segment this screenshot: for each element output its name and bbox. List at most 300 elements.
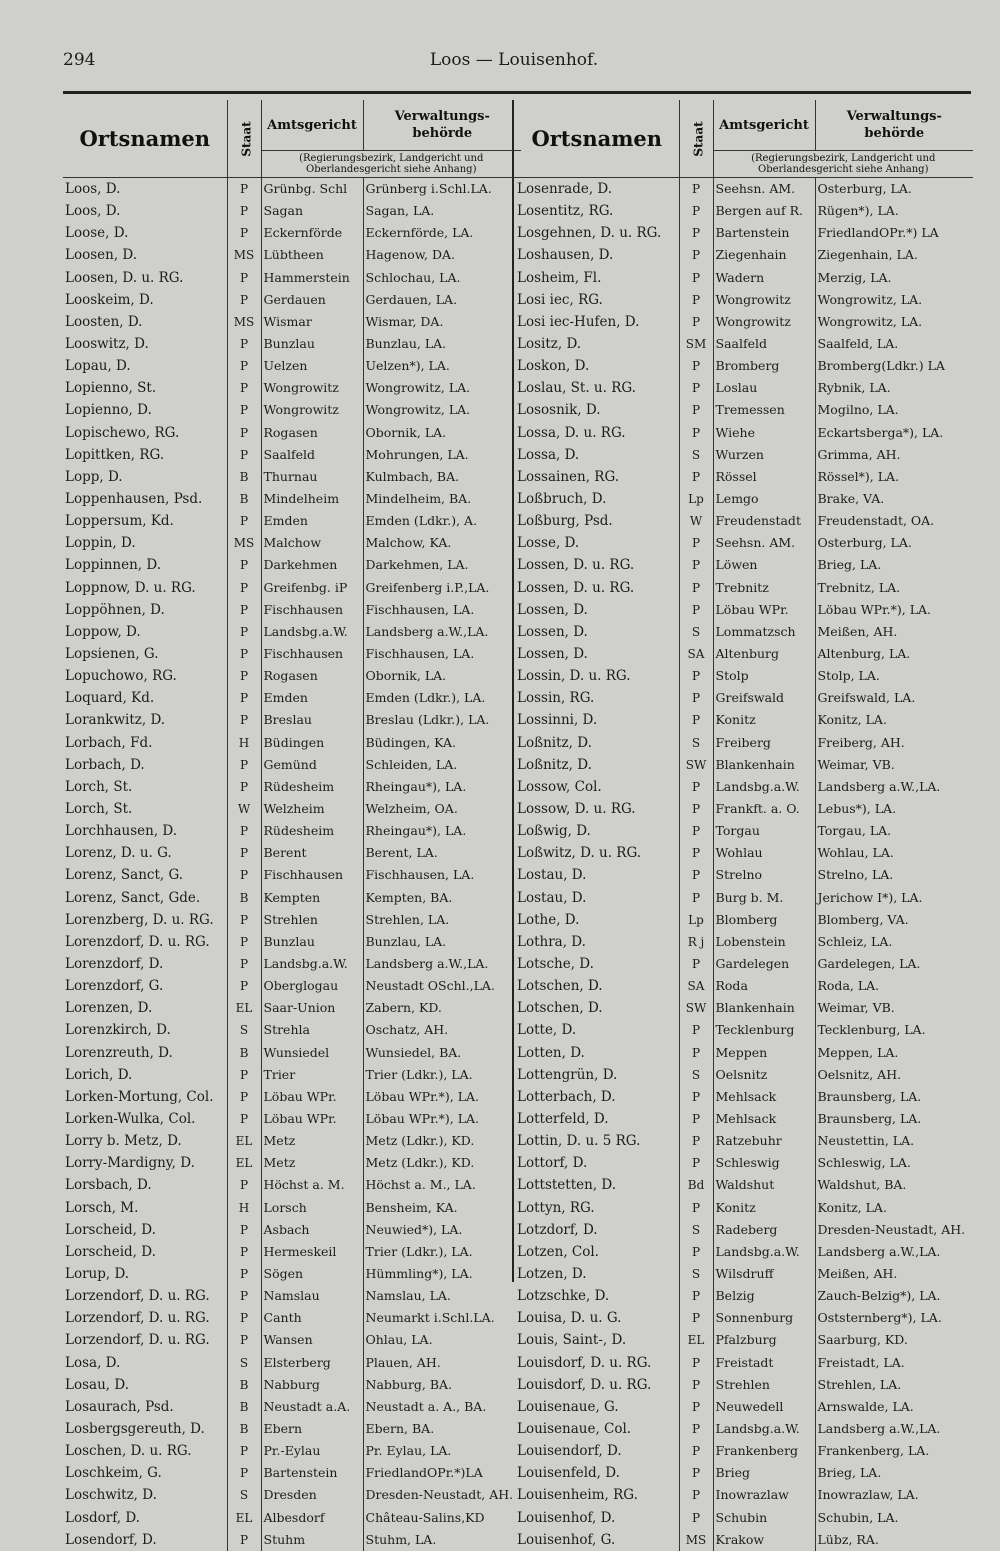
left-gazetteer-table <box>63 100 521 1551</box>
place-name: Lorzendorf, D. u. RG. <box>65 1332 210 1349</box>
table-row <box>63 1086 521 1108</box>
state-code: P <box>227 842 261 864</box>
admin-authority: Bensheim, KA. <box>363 1196 521 1218</box>
table-row <box>63 842 521 864</box>
state-code: P <box>679 1241 713 1263</box>
state-code: Lp <box>679 488 713 510</box>
admin-authority: Landsberg a.W.,LA. <box>363 953 521 975</box>
district-court: Malchow <box>261 532 363 554</box>
district-court: Wongrowitz <box>261 377 363 399</box>
district-court: Wismar <box>261 311 363 333</box>
place-name: Losaurach, Psd. <box>65 1398 174 1415</box>
admin-authority: Rössel*), LA. <box>815 466 973 488</box>
district-court: Strelno <box>713 864 815 886</box>
state-code: EL <box>227 1506 261 1528</box>
place-name: Loßnitz, D. <box>517 734 592 751</box>
admin-authority: Wismar, DA. <box>363 311 521 333</box>
place-name: Loschkeim, G. <box>65 1465 162 1482</box>
district-court: Canth <box>261 1307 363 1329</box>
admin-authority: Freiberg, AH. <box>815 732 973 754</box>
place-name: Lotzen, Col. <box>517 1243 599 1260</box>
place-name: Lopittken, RG. <box>65 446 165 463</box>
state-code: B <box>227 1041 261 1063</box>
place-name: Lorscheid, D. <box>65 1243 156 1260</box>
state-code: P <box>679 887 713 909</box>
admin-authority: Höchst a. M., LA. <box>363 1174 521 1196</box>
admin-authority: Braunsberg, LA. <box>815 1108 973 1130</box>
state-code: P <box>679 1285 713 1307</box>
table-row <box>63 709 521 731</box>
admin-authority: Bromberg(Ldkr.) LA <box>815 355 973 377</box>
state-code: P <box>679 466 713 488</box>
state-code: P <box>227 1285 261 1307</box>
place-name: Lorenz, Sanct, Gde. <box>65 889 201 906</box>
district-court: Emden <box>261 510 363 532</box>
admin-authority: Wongrowitz, LA. <box>363 399 521 421</box>
col-header-state: Staat <box>227 100 261 178</box>
place-name: Lorry b. Metz, D. <box>65 1133 182 1150</box>
place-name: Lorup, D. <box>65 1265 130 1282</box>
table-row <box>515 244 973 266</box>
admin-authority: Zabern, KD. <box>363 997 521 1019</box>
admin-authority: Namslau, LA. <box>363 1285 521 1307</box>
place-name: Lossa, D. u. RG. <box>517 424 626 441</box>
state-code: P <box>227 422 261 444</box>
district-court: Landsbg.a.W. <box>713 1418 815 1440</box>
district-court: Strehla <box>261 1019 363 1041</box>
district-court: Strehlen <box>713 1374 815 1396</box>
district-court: Bartenstein <box>261 1462 363 1484</box>
col-header-place: Ortsnamen <box>515 100 679 178</box>
place-name: Lorsch, M. <box>65 1199 139 1216</box>
place-name: Lorenzreuth, D. <box>65 1044 173 1061</box>
admin-authority: Schubin, LA. <box>815 1506 973 1528</box>
state-code: P <box>679 1130 713 1152</box>
place-name: Lorich, D. <box>65 1066 133 1083</box>
state-code: SW <box>679 754 713 776</box>
district-court: Greifenbg. iP <box>261 577 363 599</box>
table-row <box>63 599 521 621</box>
district-court: Welzheim <box>261 798 363 820</box>
state-code: P <box>679 554 713 576</box>
state-code: P <box>227 178 261 201</box>
admin-authority: Wongrowitz, LA. <box>815 311 973 333</box>
place-name: Lotzschke, D. <box>517 1288 610 1305</box>
district-court: Rogasen <box>261 665 363 687</box>
left-column-table-wrap <box>63 100 521 1548</box>
place-name: Looskeim, D. <box>65 291 154 308</box>
place-name: Lopp, D. <box>65 468 123 485</box>
admin-authority: Lübz, RA. <box>815 1529 973 1551</box>
table-row <box>63 200 521 222</box>
district-court: Albesdorf <box>261 1506 363 1528</box>
table-row <box>515 599 973 621</box>
place-name: Lossin, D. u. RG. <box>517 668 631 685</box>
state-code: P <box>679 599 713 621</box>
state-code: B <box>227 466 261 488</box>
table-row <box>63 1041 521 1063</box>
table-row <box>515 709 973 731</box>
state-code: P <box>679 178 713 201</box>
state-code: P <box>227 1064 261 1086</box>
district-court: Wongrowitz <box>261 399 363 421</box>
page-number: 294 <box>63 50 96 70</box>
admin-authority: Trier (Ldkr.), LA. <box>363 1241 521 1263</box>
table-row <box>515 975 973 997</box>
state-code: P <box>227 222 261 244</box>
district-court: Stolp <box>713 665 815 687</box>
admin-authority: Hagenow, DA. <box>363 244 521 266</box>
admin-authority: Konitz, LA. <box>815 709 973 731</box>
table-row <box>515 488 973 510</box>
district-court: Wohlau <box>713 842 815 864</box>
place-name: Lotte, D. <box>517 1022 577 1039</box>
admin-authority: Meppen, LA. <box>815 1041 973 1063</box>
state-code: P <box>227 864 261 886</box>
state-code: P <box>679 1418 713 1440</box>
table-row <box>63 798 521 820</box>
admin-authority: Merzig, LA. <box>815 267 973 289</box>
table-row <box>63 422 521 444</box>
admin-authority: Mogilno, LA. <box>815 399 973 421</box>
table-row <box>515 1041 973 1063</box>
place-name: Lopienno, D. <box>65 402 152 419</box>
district-court: Wongrowitz <box>713 311 815 333</box>
district-court: Breslau <box>261 709 363 731</box>
place-name: Louisenheim, RG. <box>517 1487 638 1504</box>
state-code: P <box>679 1484 713 1506</box>
col-header-note: (Regierungsbezirk, Landgericht und Oberlandesgericht siehe Anhang) <box>713 151 973 178</box>
state-code: P <box>679 709 713 731</box>
place-name: Lositz, D. <box>517 336 582 353</box>
district-court: Hermeskeil <box>261 1241 363 1263</box>
table-row <box>515 1263 973 1285</box>
table-row <box>515 532 973 554</box>
admin-authority: Metz (Ldkr.), KD. <box>363 1152 521 1174</box>
place-name: Losi iec, RG. <box>517 291 603 308</box>
state-code: P <box>679 864 713 886</box>
table-row <box>515 1019 973 1041</box>
left-table-body <box>63 178 521 1551</box>
place-name: Losse, D. <box>517 535 580 552</box>
running-title: Loos — Louisenhof. <box>429 50 599 70</box>
district-court: Uelzen <box>261 355 363 377</box>
admin-authority: Roda, LA. <box>815 975 973 997</box>
admin-authority: Strelno, LA. <box>815 864 973 886</box>
admin-authority: Uelzen*), LA. <box>363 355 521 377</box>
place-name: Loschwitz, D. <box>65 1487 157 1504</box>
district-court: Bunzlau <box>261 931 363 953</box>
state-code: S <box>679 621 713 643</box>
admin-authority: Trebnitz, LA. <box>815 577 973 599</box>
district-court: Rogasen <box>261 422 363 444</box>
district-court: Freiberg <box>713 732 815 754</box>
district-court: Meppen <box>713 1041 815 1063</box>
admin-authority: Rheingau*), LA. <box>363 820 521 842</box>
place-name: Lorken-Wulka, Col. <box>65 1110 196 1127</box>
table-row <box>515 1307 973 1329</box>
district-court: Emden <box>261 687 363 709</box>
place-name: Loosen, D. <box>65 247 138 264</box>
district-court: Sögen <box>261 1263 363 1285</box>
admin-authority: Weimar, VB. <box>815 754 973 776</box>
state-code: S <box>679 1064 713 1086</box>
place-name: Lorankwitz, D. <box>65 712 166 729</box>
state-code: P <box>679 687 713 709</box>
district-court: Gemünd <box>261 754 363 776</box>
district-court: Elsterberg <box>261 1351 363 1373</box>
state-code: P <box>227 687 261 709</box>
state-code: P <box>227 1329 261 1351</box>
state-code: P <box>679 267 713 289</box>
place-name: Lorry-Mardigny, D. <box>65 1155 195 1172</box>
state-code: P <box>227 1440 261 1462</box>
district-court: Lübtheen <box>261 244 363 266</box>
table-row <box>63 377 521 399</box>
state-code: P <box>227 399 261 421</box>
state-code: SM <box>679 333 713 355</box>
place-name: Lososnik, D. <box>517 402 601 419</box>
table-row <box>63 665 521 687</box>
admin-authority: Freudenstadt, OA. <box>815 510 973 532</box>
state-code: P <box>679 1152 713 1174</box>
place-name: Lossen, D. <box>517 623 588 640</box>
place-name: Lorenzdorf, D. <box>65 955 164 972</box>
admin-authority: Arnswalde, LA. <box>815 1396 973 1418</box>
district-court: Wansen <box>261 1329 363 1351</box>
state-code: P <box>679 1351 713 1373</box>
table-row <box>515 510 973 532</box>
place-name: Loppinnen, D. <box>65 557 161 574</box>
place-name: Loppow, D. <box>65 623 141 640</box>
place-name: Loose, D. <box>65 225 129 242</box>
right-gazetteer-table <box>515 100 973 1551</box>
table-row <box>63 267 521 289</box>
state-code: EL <box>679 1329 713 1351</box>
place-name: Loquard, Kd. <box>65 690 155 707</box>
district-court: Ebern <box>261 1418 363 1440</box>
state-code: P <box>227 377 261 399</box>
state-code: SA <box>679 643 713 665</box>
table-row <box>63 1064 521 1086</box>
table-row <box>515 422 973 444</box>
admin-authority: Rybnik, LA. <box>815 377 973 399</box>
district-court: Konitz <box>713 1196 815 1218</box>
table-row <box>63 554 521 576</box>
admin-authority: Osterburg, LA. <box>815 178 973 201</box>
place-name: Lossen, D. <box>517 601 588 618</box>
place-name: Lopsienen, G. <box>65 646 159 663</box>
state-code: P <box>227 643 261 665</box>
table-row <box>63 953 521 975</box>
place-name: Lotschen, D. <box>517 978 603 995</box>
table-row <box>63 931 521 953</box>
state-code: P <box>227 1307 261 1329</box>
table-row <box>515 665 973 687</box>
district-court: Asbach <box>261 1219 363 1241</box>
table-row <box>515 1174 973 1196</box>
table-row <box>515 200 973 222</box>
admin-authority: Neumarkt i.Schl.LA. <box>363 1307 521 1329</box>
admin-authority: Gardelegen, LA. <box>815 953 973 975</box>
district-court: Ratzebuhr <box>713 1130 815 1152</box>
admin-authority: Jerichow I*), LA. <box>815 887 973 909</box>
place-name: Loppöhnen, D. <box>65 601 165 618</box>
state-code: P <box>227 665 261 687</box>
place-name: Loßburg, Psd. <box>517 513 613 530</box>
state-code: P <box>679 1307 713 1329</box>
admin-authority: Inowrazlaw, LA. <box>815 1484 973 1506</box>
state-code: P <box>227 953 261 975</box>
place-name: Loppenhausen, Psd. <box>65 491 203 508</box>
state-code: P <box>227 1219 261 1241</box>
admin-authority: Strehlen, LA. <box>815 1374 973 1396</box>
table-row <box>515 798 973 820</box>
admin-authority: Torgau, LA. <box>815 820 973 842</box>
place-name: Lorbach, D. <box>65 756 145 773</box>
district-court: Schleswig <box>713 1152 815 1174</box>
district-court: Wongrowitz <box>713 289 815 311</box>
admin-authority: Metz (Ldkr.), KD. <box>363 1130 521 1152</box>
table-row <box>63 1307 521 1329</box>
place-name: Lottstetten, D. <box>517 1177 617 1194</box>
place-name: Losgehnen, D. u. RG. <box>517 225 662 242</box>
state-code: P <box>227 776 261 798</box>
place-name: Lopuchowo, RG. <box>65 668 177 685</box>
admin-authority: Rügen*), LA. <box>815 200 973 222</box>
state-code: P <box>679 776 713 798</box>
state-code: S <box>227 1351 261 1373</box>
place-name: Lorsbach, D. <box>65 1177 152 1194</box>
admin-authority: Tecklenburg, LA. <box>815 1019 973 1041</box>
state-code: MS <box>679 1529 713 1551</box>
table-row <box>515 399 973 421</box>
place-name: Lorzendorf, D. u. RG. <box>65 1288 210 1305</box>
admin-authority: Breslau (Ldkr.), LA. <box>363 709 521 731</box>
district-court: Rössel <box>713 466 815 488</box>
place-name: Losentitz, RG. <box>517 203 614 220</box>
place-name: Lorenzdorf, D. u. RG. <box>65 933 210 950</box>
district-court: Blankenhain <box>713 997 815 1019</box>
place-name: Loßbruch, D. <box>517 491 607 508</box>
place-name: Lottin, D. u. 5 RG. <box>517 1133 641 1150</box>
admin-authority: Löbau WPr.*), LA. <box>363 1086 521 1108</box>
table-row <box>63 820 521 842</box>
place-name: Losi iec-Hufen, D. <box>517 313 640 330</box>
admin-authority: Landsberg a.W.,LA. <box>363 621 521 643</box>
place-name: Louisenaue, G. <box>517 1398 619 1415</box>
district-court: Darkehmen <box>261 554 363 576</box>
table-row <box>515 222 973 244</box>
state-code: P <box>679 200 713 222</box>
table-row <box>63 1351 521 1373</box>
table-row <box>515 577 973 599</box>
district-court: Wurzen <box>713 444 815 466</box>
state-code: P <box>679 1396 713 1418</box>
table-row <box>515 687 973 709</box>
admin-authority: Kempten, BA. <box>363 887 521 909</box>
admin-authority: Darkehmen, LA. <box>363 554 521 576</box>
admin-authority: Neustadt a. A., BA. <box>363 1396 521 1418</box>
district-court: Bartenstein <box>713 222 815 244</box>
district-court: Landsbg.a.W. <box>713 1241 815 1263</box>
table-row <box>515 554 973 576</box>
table-row <box>515 267 973 289</box>
admin-authority: Rheingau*), LA. <box>363 776 521 798</box>
district-court: Rüdesheim <box>261 820 363 842</box>
district-court: Gerdauen <box>261 289 363 311</box>
admin-authority: Plauen, AH. <box>363 1351 521 1373</box>
table-row <box>63 1219 521 1241</box>
state-code: H <box>227 732 261 754</box>
table-row <box>515 466 973 488</box>
district-court: Berent <box>261 842 363 864</box>
district-court: Wiehe <box>713 422 815 444</box>
admin-authority: Schleswig, LA. <box>815 1152 973 1174</box>
place-name: Lottorf, D. <box>517 1155 588 1172</box>
admin-authority: Château-Salins,KD <box>363 1506 521 1528</box>
table-row <box>515 887 973 909</box>
table-row <box>515 1130 973 1152</box>
admin-authority: Waldshut, BA. <box>815 1174 973 1196</box>
table-row <box>63 1462 521 1484</box>
district-court: Hammerstein <box>261 267 363 289</box>
admin-authority: Mindelheim, BA. <box>363 488 521 510</box>
state-code: B <box>227 1374 261 1396</box>
place-name: Lotschen, D. <box>517 1000 603 1017</box>
place-name: Lorscheid, D. <box>65 1221 156 1238</box>
state-code: B <box>227 887 261 909</box>
admin-authority: Oschatz, AH. <box>363 1019 521 1041</box>
table-row <box>515 1285 973 1307</box>
state-code: P <box>227 200 261 222</box>
district-court: Landsbg.a.W. <box>261 953 363 975</box>
district-court: Mehlsack <box>713 1086 815 1108</box>
table-row <box>63 510 521 532</box>
district-court: Wadern <box>713 267 815 289</box>
table-row <box>63 909 521 931</box>
admin-authority: Neustettin, LA. <box>815 1130 973 1152</box>
district-court: Trebnitz <box>713 577 815 599</box>
district-court: Büdingen <box>261 732 363 754</box>
state-code: S <box>679 444 713 466</box>
district-court: Altenburg <box>713 643 815 665</box>
state-code: P <box>679 422 713 444</box>
place-name: Lossa, D. <box>517 446 580 463</box>
table-row <box>515 643 973 665</box>
table-row <box>63 1152 521 1174</box>
state-code: P <box>679 820 713 842</box>
place-name: Loos, D. <box>65 203 121 220</box>
state-code: P <box>227 510 261 532</box>
place-name: Losbergsgereuth, D. <box>65 1420 205 1437</box>
place-name: Loßwig, D. <box>517 823 591 840</box>
place-name: Lorzendorf, D. u. RG. <box>65 1310 210 1327</box>
admin-authority: Fischhausen, LA. <box>363 864 521 886</box>
admin-authority: Meißen, AH. <box>815 1263 973 1285</box>
admin-authority: Fischhausen, LA. <box>363 643 521 665</box>
state-code: P <box>679 1086 713 1108</box>
state-code: P <box>227 267 261 289</box>
district-court: Löwen <box>713 554 815 576</box>
state-code: P <box>679 244 713 266</box>
place-name: Losheim, Fl. <box>517 269 602 286</box>
table-row <box>63 1440 521 1462</box>
place-name: Lorenz, D. u. G. <box>65 845 172 862</box>
admin-authority: Brieg, LA. <box>815 1462 973 1484</box>
district-court: Konitz <box>713 709 815 731</box>
place-name: Louis, Saint-, D. <box>517 1332 627 1349</box>
